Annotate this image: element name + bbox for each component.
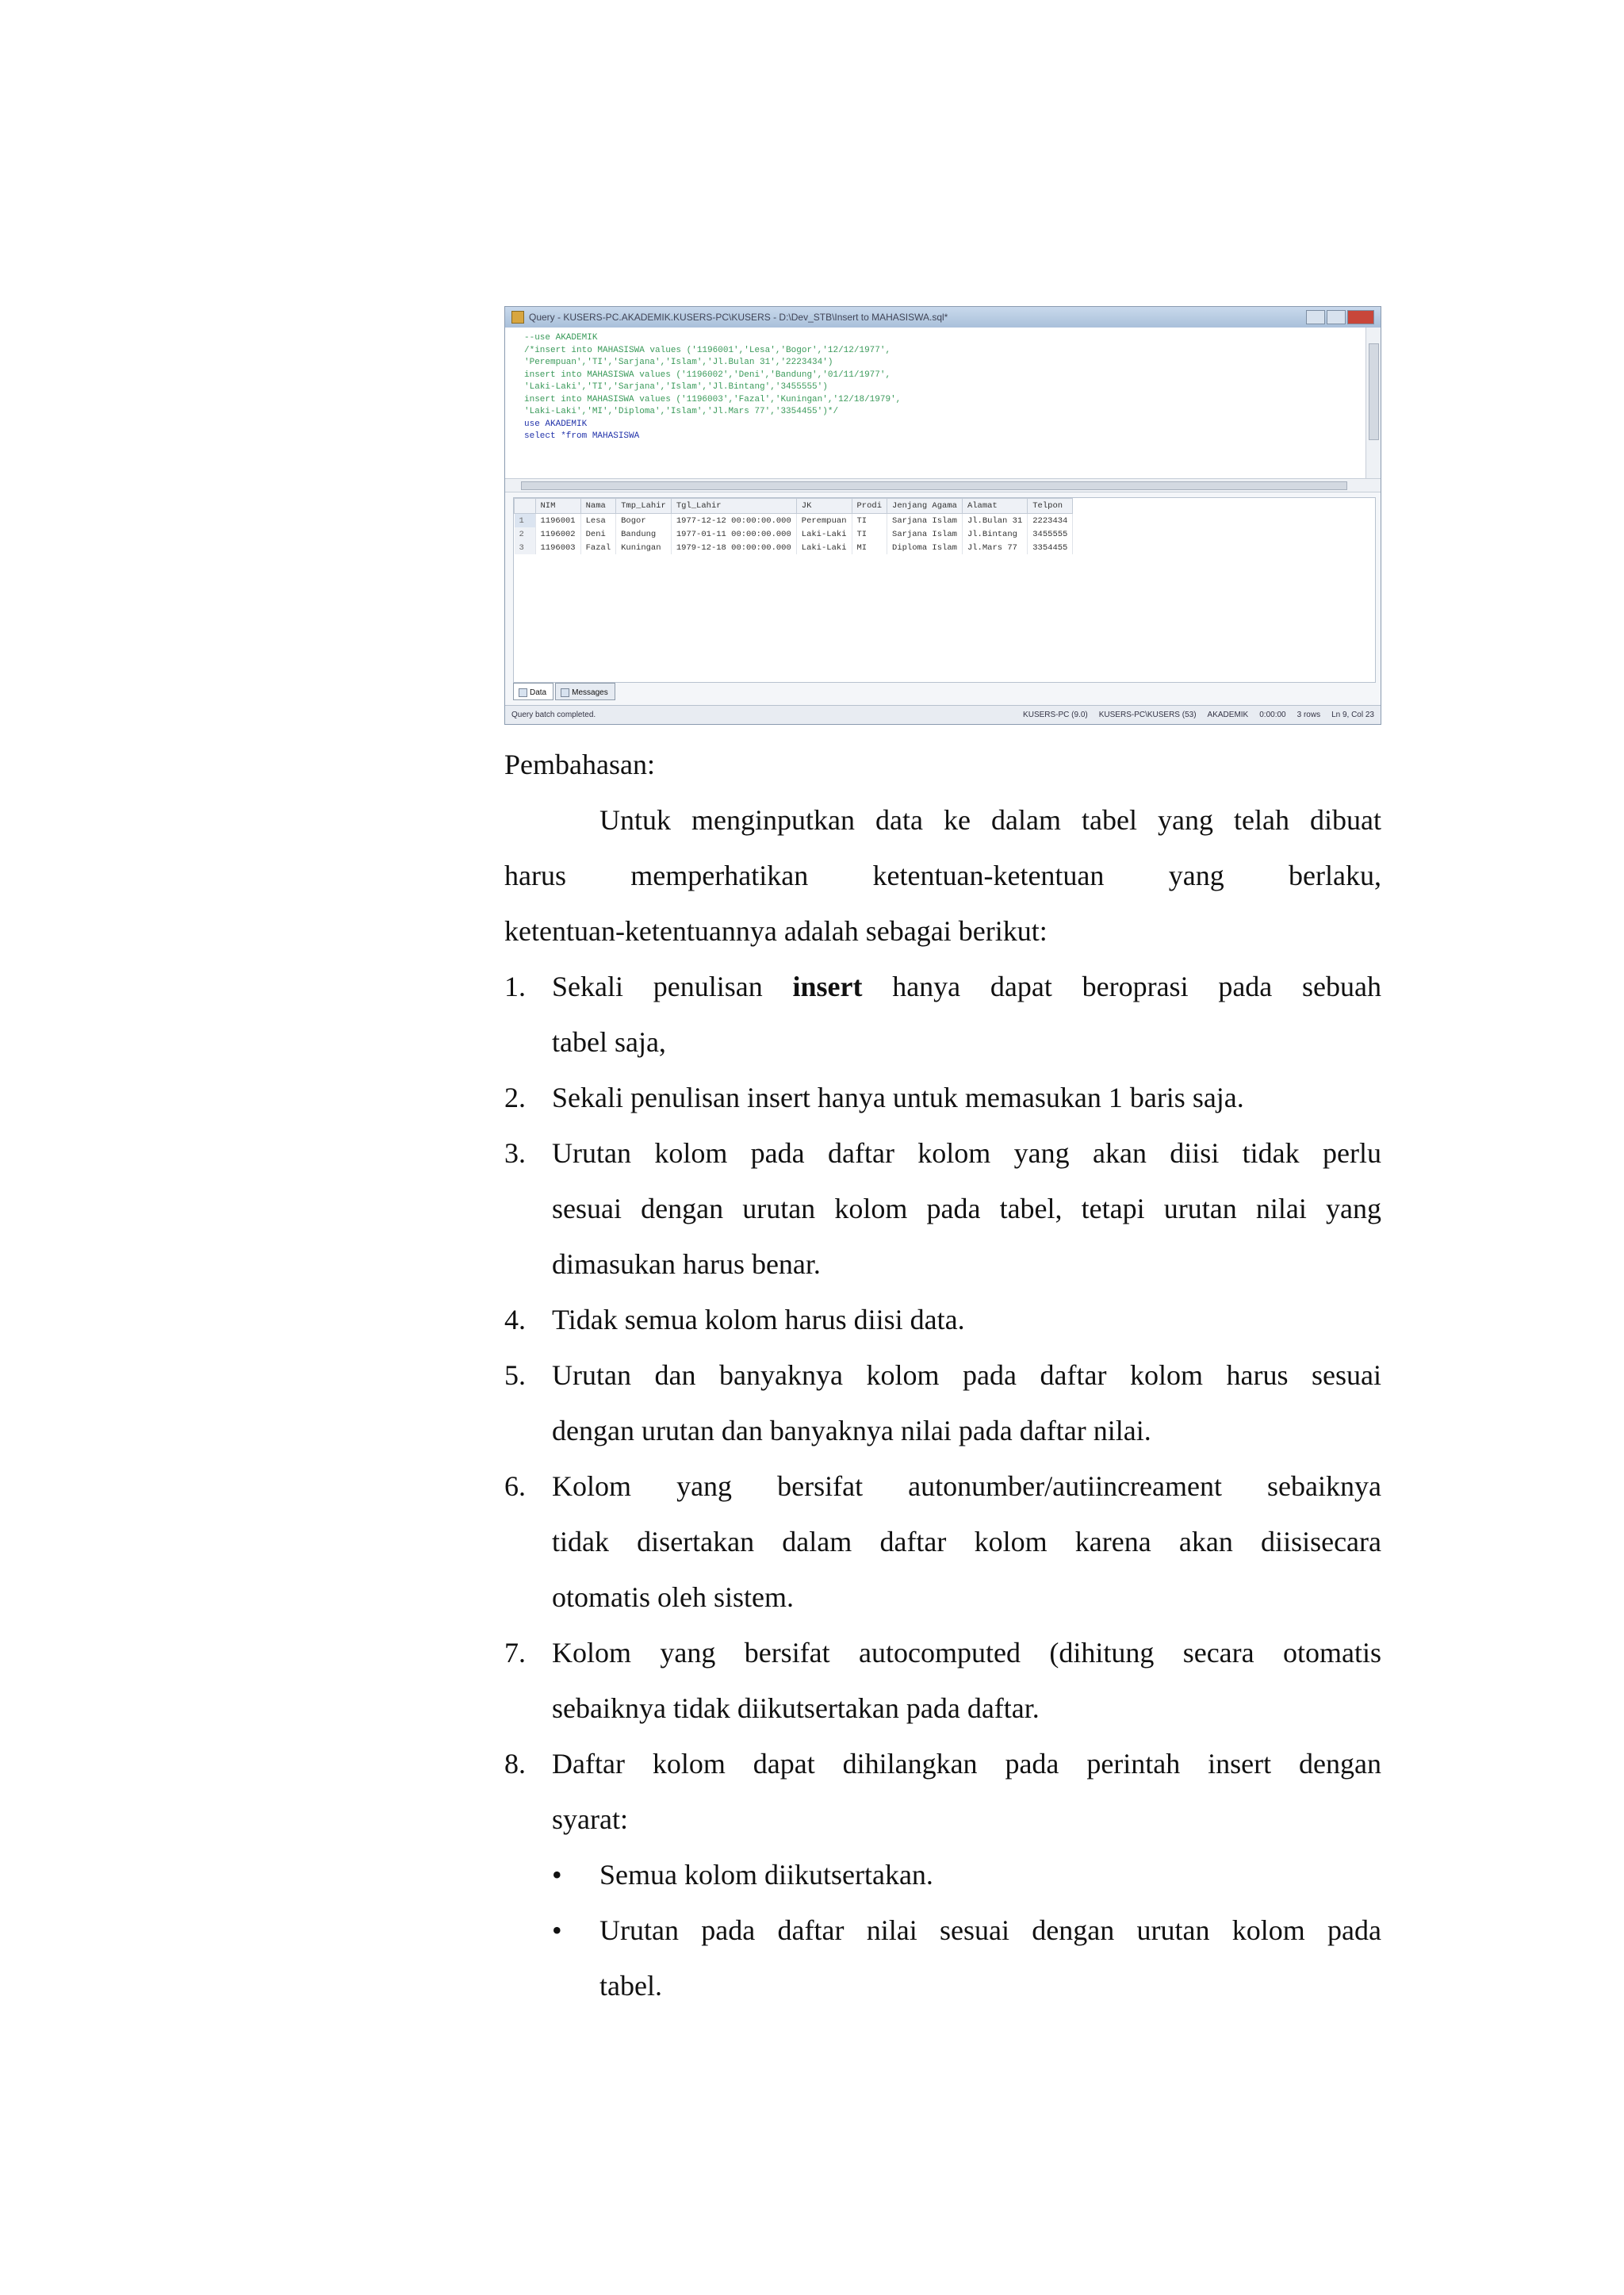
list-line: tabel saja, [552,1026,666,1058]
bullet-item [504,1902,1381,2013]
column-header[interactable]: Telpon [1028,499,1073,514]
bold-keyword: insert [792,971,863,1002]
table-cell[interactable]: 1196003 [535,541,580,554]
table-cell[interactable]: Fazal [580,541,616,554]
list-number: 2. [504,1082,526,1113]
column-header[interactable]: Prodi [852,499,887,514]
list-item [504,1070,1381,1125]
table-cell[interactable]: 1979-12-18 00:00:00.000 [671,541,796,554]
list-line: syarat: [552,1803,628,1835]
list-line: Kolom yang bersifat autocomputed (dihitung secara otomatis [552,1637,1381,1669]
list-item [504,1125,1381,1292]
table-cell[interactable]: 1977-12-12 00:00:00.000 [671,514,796,528]
tab-data[interactable] [513,683,553,700]
list-line: Tidak semua kolom harus diisi data. [552,1304,965,1335]
table-cell[interactable]: Perempuan [796,514,852,528]
scroll-thumb[interactable] [521,481,1347,490]
table-cell[interactable]: TI [852,514,887,528]
column-header[interactable]: Tgl_Lahir [671,499,796,514]
list-line: Daftar kolom dapat dihilangkan pada perintah insert dengan [552,1748,1381,1780]
status-message: Query batch completed. [511,711,596,719]
table-cell[interactable]: Kuningan [616,541,672,554]
list-item [504,1347,1381,1458]
list-line: otomatis oleh sistem. [552,1581,794,1613]
window-title: Query - KUSERS-PC.AKADEMIK.KUSERS-PC\KUSERS - D:\Dev_STB\Insert to MAHASISWA.sql* [529,312,948,323]
bullet-symbol: • [552,1859,562,1891]
editor-line: use AKADEMIK [524,419,588,429]
table-cell[interactable]: 2223434 [1028,514,1073,528]
results-grid[interactable] [513,497,1376,683]
table-cell[interactable]: Sarjana Islam [887,527,963,541]
paragraph-line: ketentuan-ketentuannya adalah sebagai berikut: [504,915,1048,947]
close-button[interactable] [1347,310,1374,324]
table-cell[interactable]: MI [852,541,887,554]
editor-horizontal-scrollbar[interactable] [505,478,1381,492]
list-line: Kolom yang bersifat autonumber/autiincreament sebaiknya [552,1470,1381,1502]
table-cell[interactable]: Laki-Laki [796,527,852,541]
table-cell[interactable]: 1977-01-11 00:00:00.000 [671,527,796,541]
table-cell[interactable]: 3354455 [1028,541,1073,554]
section-heading: Pembahasan: [504,749,655,780]
list-line: Semua kolom diikutsertakan. [599,1859,933,1891]
column-header[interactable]: NIM [535,499,580,514]
list-item [504,1292,1381,1347]
bullet-item [504,1847,1381,1902]
table-cell[interactable]: Jl.Bulan 31 [962,514,1027,528]
maximize-button[interactable] [1327,310,1346,324]
row-number: 2 [515,527,536,541]
editor-line: insert into MAHASISWA values ('1196003','Fazal','Kuningan','12/18/1979', [524,394,902,404]
text-segment: hanya dapat beroprasi pada sebuah [862,971,1381,1002]
list-number: 1. [504,971,526,1002]
list-line: tabel. [599,1970,662,2002]
query-file-icon [511,311,524,324]
editor-line: /*insert into MAHASISWA values ('1196001','Lesa','Bogor','12/12/1977', [524,345,891,355]
status-server: KUSERS-PC (9.0) [1023,711,1088,719]
table-row[interactable] [515,514,1073,528]
table-row[interactable] [515,541,1073,554]
table-row[interactable] [515,527,1073,541]
table-cell[interactable]: Laki-Laki [796,541,852,554]
query-window-screenshot [504,306,1381,725]
tab-messages[interactable] [555,683,615,700]
list-line: dimasukan harus benar. [552,1248,821,1280]
list-item [504,1736,1381,1847]
tab-label: Messages [572,688,608,697]
table-cell[interactable]: Bandung [616,527,672,541]
column-header[interactable]: Jenjang Agama [887,499,963,514]
table-cell[interactable]: Deni [580,527,616,541]
message-icon [561,688,569,697]
list-item [504,959,1381,1070]
table-cell[interactable]: Lesa [580,514,616,528]
rules-list [504,959,1381,2013]
table-cell[interactable]: 1196001 [535,514,580,528]
list-line: Sekali penulisan insert hanya untuk memasukan 1 baris saja. [552,1082,1244,1113]
table-cell[interactable]: Jl.Mars 77 [962,541,1027,554]
column-header[interactable]: JK [796,499,852,514]
editor-line: insert into MAHASISWA values ('1196002','Deni','Bandung','01/11/1977', [524,370,891,380]
row-number-header [515,499,536,514]
column-header[interactable]: Tmp_Lahir [616,499,672,514]
table-cell[interactable]: TI [852,527,887,541]
paragraph-line: harus memperhatikan ketentuan-ketentuan yang berlaku, [504,860,1381,891]
sql-editor[interactable] [505,328,1366,478]
list-line: sesuai dengan urutan kolom pada tabel, tetapi urutan nilai yang [552,1193,1381,1224]
scroll-thumb[interactable] [1369,343,1379,440]
list-line [552,959,1381,1014]
list-number: 7. [504,1637,526,1669]
intro-paragraph [504,792,1381,959]
window-titlebar [505,307,1381,328]
table-cell[interactable]: Bogor [616,514,672,528]
status-bar [505,705,1381,724]
list-number: 5. [504,1359,526,1391]
list-item [504,1625,1381,1736]
column-header[interactable]: Nama [580,499,616,514]
results-tabs [513,683,615,700]
list-line: tidak disertakan dalam daftar kolom karena akan diisisecara [552,1526,1381,1557]
table-cell[interactable]: Sarjana Islam [887,514,963,528]
list-line: Urutan dan banyaknya kolom pada daftar kolom harus sesuai [552,1359,1381,1391]
editor-vertical-scrollbar[interactable] [1365,328,1381,478]
list-item [504,1458,1381,1625]
conditions-list [504,1847,1381,2013]
list-line: Urutan kolom pada daftar kolom yang akan diisi tidak perlu [552,1137,1381,1169]
editor-line: select *from MAHASISWA [524,431,640,441]
grid-icon [519,688,527,697]
list-number: 4. [504,1304,526,1335]
list-line: Urutan pada daftar nilai sesuai dengan urutan kolom pada [599,1914,1381,1946]
status-database: AKADEMIK [1207,711,1249,719]
text-segment: Sekali penulisan [552,971,793,1002]
status-elapsed: 0:00:00 [1259,711,1286,719]
row-number: 3 [515,541,536,554]
table-cell[interactable]: 1196002 [535,527,580,541]
list-number: 8. [504,1748,526,1780]
status-rows: 3 rows [1297,711,1321,719]
table-cell[interactable]: 3455555 [1028,527,1073,541]
table-cell[interactable]: Jl.Bintang [962,527,1027,541]
list-line: dengan urutan dan banyaknya nilai pada daftar nilai. [552,1415,1151,1446]
minimize-button[interactable] [1306,310,1325,324]
status-user: KUSERS-PC\KUSERS (53) [1098,711,1197,719]
table-cell[interactable]: Diploma Islam [887,541,963,554]
tab-label: Data [530,688,547,697]
status-cursor: Ln 9, Col 23 [1331,711,1374,719]
list-line: sebaiknya tidak diikutsertakan pada daftar. [552,1692,1040,1724]
column-header[interactable]: Alamat [962,499,1027,514]
list-number: 6. [504,1470,526,1502]
editor-line: --use AKADEMIK [524,333,598,343]
editor-line: 'Laki-Laki','MI','Diploma','Islam','Jl.Mars 77','3354455')*/ [524,407,839,416]
row-number: 1 [515,514,536,528]
list-number: 3. [504,1137,526,1169]
paragraph-line: Untuk menginputkan data ke dalam tabel yang telah dibuat [599,804,1381,836]
editor-line: 'Laki-Laki','TI','Sarjana','Islam','Jl.Bintang','3455555') [524,382,828,392]
editor-line: 'Perempuan','TI','Sarjana','Islam','Jl.Bulan 31','2223434') [524,358,833,367]
sub-list-container [504,1847,1381,2013]
bullet-symbol: • [552,1914,562,1946]
